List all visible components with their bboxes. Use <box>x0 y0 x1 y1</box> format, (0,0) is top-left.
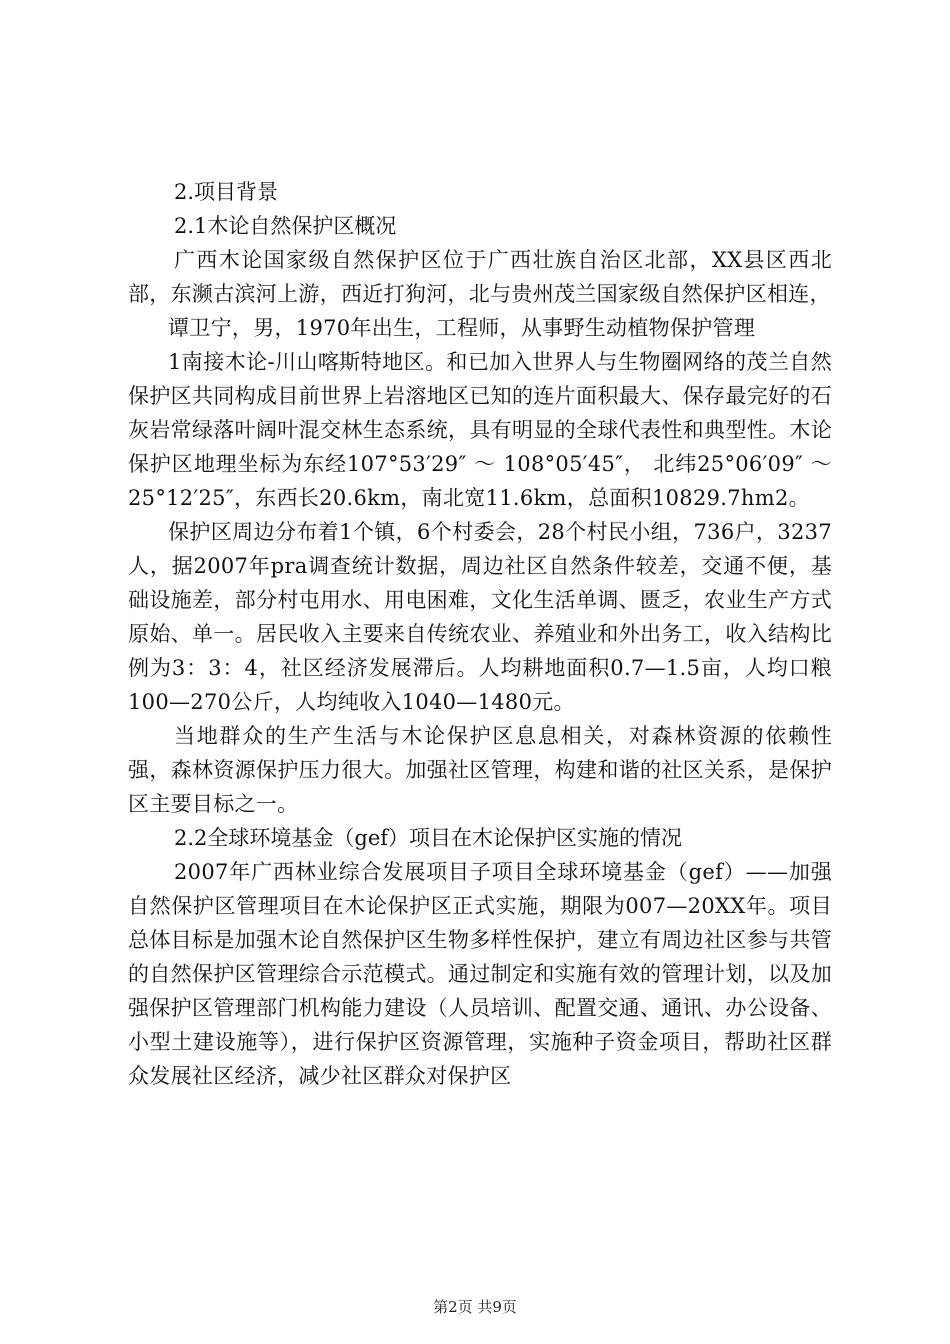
document-body <box>128 175 832 1093</box>
paragraph-geography: 1南接木论-川山喀斯特地区。和已加入世界人与生物圈网络的茂兰自然保护区共同构成目前世界上岩溶地区已知的连片面积最大、保存最完好的石灰岩常绿落叶阔叶混交林生态系统，具有明显的全球代表性和典型性。木论保护区地理坐标为东经107°53′29″ ～ 108°05′45″， 北纬25°06′09″ ～25°12′25″，东西长20.6km，南北宽11.6km，总面积10829.7hm2。 <box>128 350 832 510</box>
section-heading-background: 2.项目背景 <box>174 180 279 204</box>
paragraph-author-note: 谭卫宁，男，1970年出生，工程师，从事野生动植物保护管理 <box>168 316 756 340</box>
page-footer: 第2页 共9页 <box>433 1298 517 1316</box>
paragraph-dependence: 当地群众的生产生活与木论保护区息息相关，对森林资源的依赖性强，森林资源保护压力很大。加强社区管理，构建和谐的社区关系，是保护区主要目标之一。 <box>128 724 832 816</box>
section-heading-gef: 2.2全球环境基金（gef）项目在木论保护区实施的情况 <box>174 826 683 850</box>
paragraph-communities: 保护区周边分布着1个镇，6个村委会，28个村民小组，736户，3237人，据2007年pra调查统计数据，周边社区自然条件较差，交通不便，基础设施差，部分村屯用水、用电困难，文化生活单调、匮乏，农业生产方式原始、单一。居民收入主要来自传统农业、养殖业和外出务工，收入结构比例为3：3：4，社区经济发展滞后。人均耕地面积0.7—1.5亩，人均口粮100—270公斤，人均纯收入1040—1480元。 <box>128 520 832 714</box>
section-heading-overview: 2.1木论自然保护区概况 <box>174 214 397 238</box>
paragraph-gef-project: 2007年广西林业综合发展项目子项目全球环境基金（gef）——加强自然保护区管理项目在木论保护区正式实施，期限为007—20XX年。项目总体目标是加强木论自然保护区生物多样性保护，建立有周边社区参与共管的自然保护区管理综合示范模式。通过制定和实施有效的管理计划，以及加强保护区管理部门机构能力建设（人员培训、配置交通、通讯、办公设备、小型土建设施等），进行保护区资源管理，实施种子资金项目，帮助社区群众发展社区经济，减少社区群众对保护区 <box>128 860 832 1088</box>
paragraph-location: 广西木论国家级自然保护区位于广西壮族自治区北部，XX县区西北部，东濒古滨河上游，西近打狗河，北与贵州茂兰国家级自然保护区相连， <box>128 248 832 306</box>
